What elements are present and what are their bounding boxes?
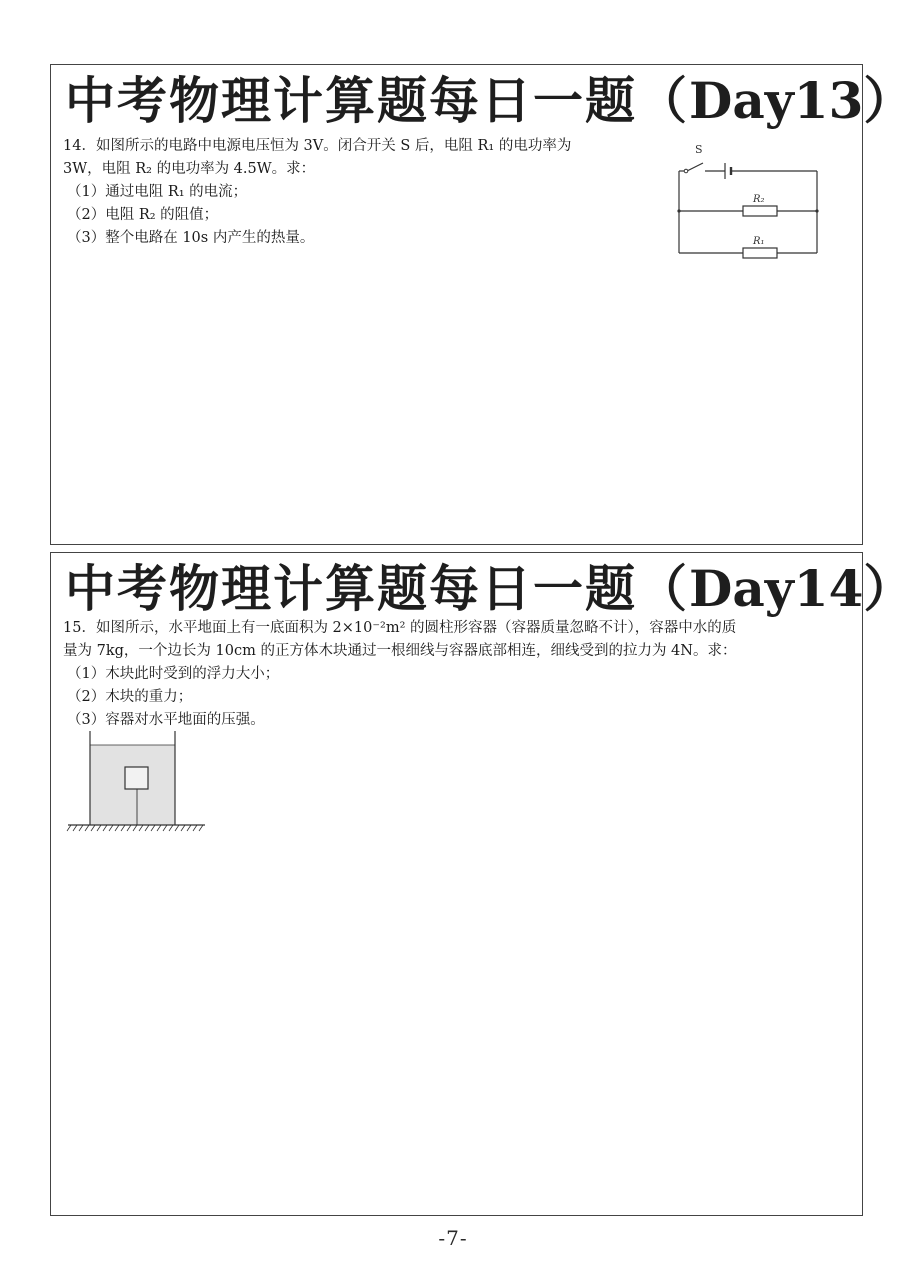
day14-title (65, 557, 915, 621)
day14-title-suffix: ） (863, 560, 915, 618)
day14-title-prefix: 中考物理计算题每日一题（ (65, 560, 689, 618)
junction-right (815, 209, 818, 212)
junction-left (677, 209, 680, 212)
day13-title-prefix: 中考物理计算题每日一题（ (65, 72, 689, 130)
r2-label: R₂ (753, 194, 765, 205)
day14-intro-line2: 量为 7kg，一个边长为 10cm 的正方体木块通过一根细线与容器底部相连，细线受到的拉力为 4N。求： (63, 643, 737, 659)
day14-intro-line1: 15．如图所示，水平地面上有一底面积为 2×10⁻²m² 的圆柱形容器（容器质量忽略不计），容器中水的质 (63, 620, 737, 636)
page-number: -7- (438, 1226, 468, 1250)
ground-hatching (67, 825, 203, 831)
day13-intro-line2: 3W，电阻 R₂ 的电功率为 4.5W。求： (63, 161, 316, 177)
day13-question-2: （2）电阻 R₂ 的阻值； (67, 207, 219, 223)
day13-question-3: （3）整个电路在 10s 内产生的热量。 (67, 230, 315, 246)
day13-title-suffix: ） (863, 72, 915, 130)
switch-contact (684, 169, 688, 173)
wooden-block (125, 767, 148, 789)
switch-label: S (695, 143, 703, 156)
day13-title (65, 69, 915, 133)
resistor-r1 (743, 248, 777, 258)
switch-blade (687, 163, 703, 171)
day14-title-day: Day14 (689, 559, 864, 618)
day14-question-3: （3）容器对水平地面的压强。 (67, 712, 265, 728)
day13-problem (63, 135, 668, 250)
day14-panel (50, 552, 915, 1216)
r1-label: R₁ (753, 236, 765, 247)
day13-intro-line1: 14．如图所示的电路中电源电压恒为 3V。闭合开关 S 后，电阻 R₁ 的电功率为 (63, 138, 572, 154)
circuit-diagram (673, 141, 823, 265)
day13-panel (50, 64, 915, 545)
resistor-r2 (743, 206, 777, 216)
day14-question-1: （1）木块此时受到的浮力大小； (67, 666, 280, 682)
day13-question-1: （1）通过电阻 R₁ 的电流； (67, 184, 248, 200)
container-diagram (63, 731, 208, 843)
day14-question-2: （2）木块的重力； (67, 689, 193, 705)
day14-problem (63, 617, 853, 732)
day13-title-day: Day13 (689, 71, 864, 130)
